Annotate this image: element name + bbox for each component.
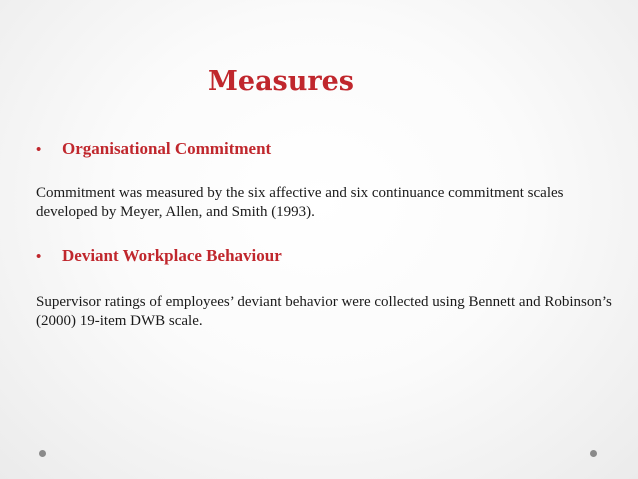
section-heading-organisational-commitment: [36, 139, 271, 159]
bullet-icon: •: [36, 142, 42, 158]
slide-title: Measures: [208, 66, 354, 97]
bullet-icon: •: [36, 249, 42, 265]
decorative-dot-icon: [39, 450, 46, 457]
section-heading-deviant-workplace-behaviour: [36, 246, 282, 266]
section-heading-label: Deviant Workplace Behaviour: [62, 246, 282, 265]
section-body-organisational-commitment: Commitment was measured by the six affective and six continuance commitment scales developed by Meyer, Allen, and Smith (1993).: [36, 185, 564, 220]
decorative-dot-icon: [590, 450, 597, 457]
section-heading-label: Organisational Commitment: [62, 139, 272, 158]
section-body-deviant-workplace-behaviour: Supervisor ratings of employees’ deviant behavior were collected using Bennett and Robinson’s (2000) 19-item DWB scale.: [36, 294, 612, 329]
